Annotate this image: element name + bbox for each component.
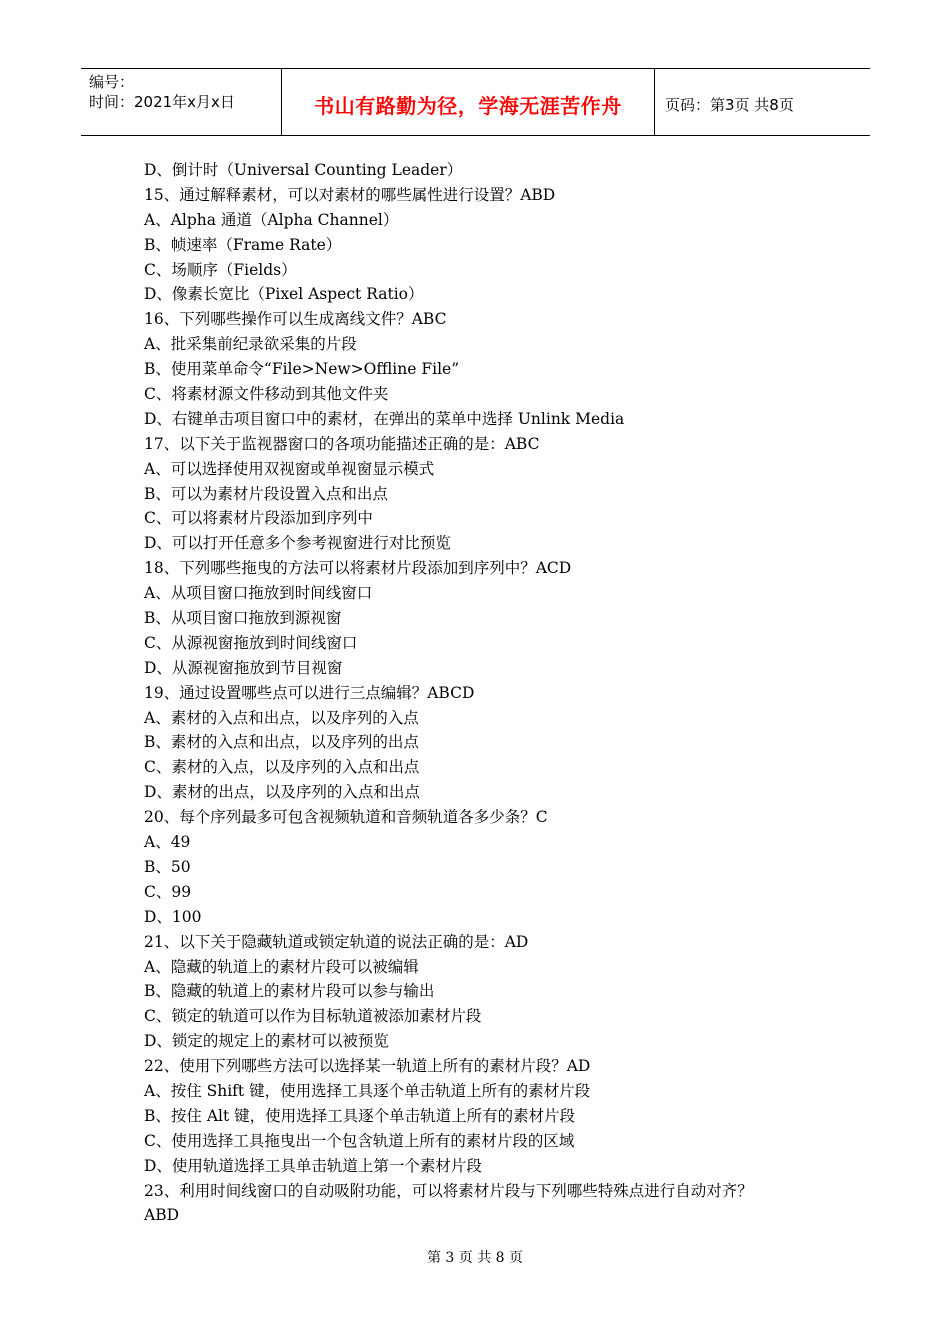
text-line: C、锁定的轨道可以作为目标轨道被添加素材片段: [144, 1007, 482, 1026]
text-line: D、素材的出点，以及序列的入点和出点: [144, 783, 420, 802]
text-line: 18、下列哪些拖曳的方法可以将素材片段添加到序列中？ACD: [144, 559, 572, 578]
text-line: D、100: [144, 907, 202, 926]
text-line: A、隐藏的轨道上的素材片段可以被编辑: [144, 957, 419, 976]
text-line: A、素材的入点和出点，以及序列的入点: [144, 708, 419, 727]
text-line: D、右键单击项目窗口中的素材，在弹出的菜单中选择 Unlink Media: [144, 409, 625, 428]
text-line: ABD: [144, 1206, 180, 1225]
text-line: B、帧速率（Frame Rate）: [144, 235, 342, 254]
text-line: D、从源视窗拖放到节目视窗: [144, 658, 343, 677]
text-line: B、素材的入点和出点，以及序列的出点: [144, 733, 419, 752]
text-line: D、使用轨道选择工具单击轨道上第一个素材片段: [144, 1156, 482, 1175]
page-footer: 第 3 页 共 8 页: [426, 1250, 524, 1266]
text-line: 17、以下关于监视器窗口的各项功能描述正确的是：ABC: [144, 434, 540, 453]
document-number-label: 编号：: [89, 73, 135, 91]
header-page-info: 页码：第3页 共8页: [665, 95, 794, 114]
text-line: A、按住 Shift 键，使用选择工具逐个单击轨道上所有的素材片段: [144, 1081, 591, 1100]
text-line: A、从项目窗口拖放到时间线窗口: [144, 584, 373, 603]
text-line: C、将素材源文件移动到其他文件夹: [144, 385, 389, 404]
header-motto: 书山有路勤为径，学海无涯苦作舟: [282, 69, 655, 135]
text-line: B、隐藏的轨道上的素材片段可以参与输出: [144, 982, 435, 1001]
text-line: 16、下列哪些操作可以生成离线文件？ABC: [144, 310, 447, 329]
document-date: 时间：2021年x月x日: [89, 93, 235, 111]
text-line: A、Alpha 通道（Alpha Channel）: [144, 210, 399, 229]
text-line: B、50: [144, 857, 191, 876]
text-line: B、可以为素材片段设置入点和出点: [144, 484, 388, 503]
text-line: C、99: [144, 882, 192, 901]
text-line: D、像素长宽比（Pixel Aspect Ratio）: [144, 285, 424, 304]
text-line: 22、使用下列哪些方法可以选择某一轨道上所有的素材片段？AD: [144, 1057, 591, 1076]
text-line: A、49: [144, 833, 191, 852]
header-meta: [81, 69, 282, 135]
text-line: C、使用选择工具拖曳出一个包含轨道上所有的素材片段的区域: [144, 1131, 575, 1150]
text-line: B、使用菜单命令“File>New>Offline File”: [144, 360, 460, 379]
text-line: B、从项目窗口拖放到源视窗: [144, 609, 342, 628]
text-line: C、场顺序（Fields）: [144, 260, 297, 279]
question-list: [144, 158, 834, 1228]
text-line: B、按住 Alt 键，使用选择工具逐个单击轨道上所有的素材片段: [144, 1106, 576, 1125]
text-line: D、锁定的规定上的素材可以被预览: [144, 1032, 389, 1051]
text-line: 20、每个序列最多可包含视频轨道和音频轨道各多少条？C: [144, 808, 548, 827]
text-line: A、可以选择使用双视窗或单视窗显示模式: [144, 459, 435, 478]
page-header: [81, 68, 870, 136]
text-line: C、素材的入点，以及序列的入点和出点: [144, 758, 420, 777]
text-line: 21、以下关于隐藏轨道或锁定轨道的说法正确的是：AD: [144, 932, 529, 951]
text-line: 19、通过设置哪些点可以进行三点编辑？ABCD: [144, 683, 475, 702]
text-line: 15、通过解释素材，可以对素材的哪些属性进行设置？ABD: [144, 185, 556, 204]
text-line: 23、利用时间线窗口的自动吸附功能，可以将素材片段与下列哪些特殊点进行自动对齐？: [144, 1181, 753, 1200]
text-line: C、可以将素材片段添加到序列中: [144, 509, 373, 528]
text-line: C、从源视窗拖放到时间线窗口: [144, 633, 358, 652]
text-line: A、批采集前纪录欲采集的片段: [144, 335, 357, 354]
text-line: D、可以打开任意多个参考视窗进行对比预览: [144, 534, 451, 553]
text-line: D、倒计时（Universal Counting Leader）: [144, 161, 463, 179]
